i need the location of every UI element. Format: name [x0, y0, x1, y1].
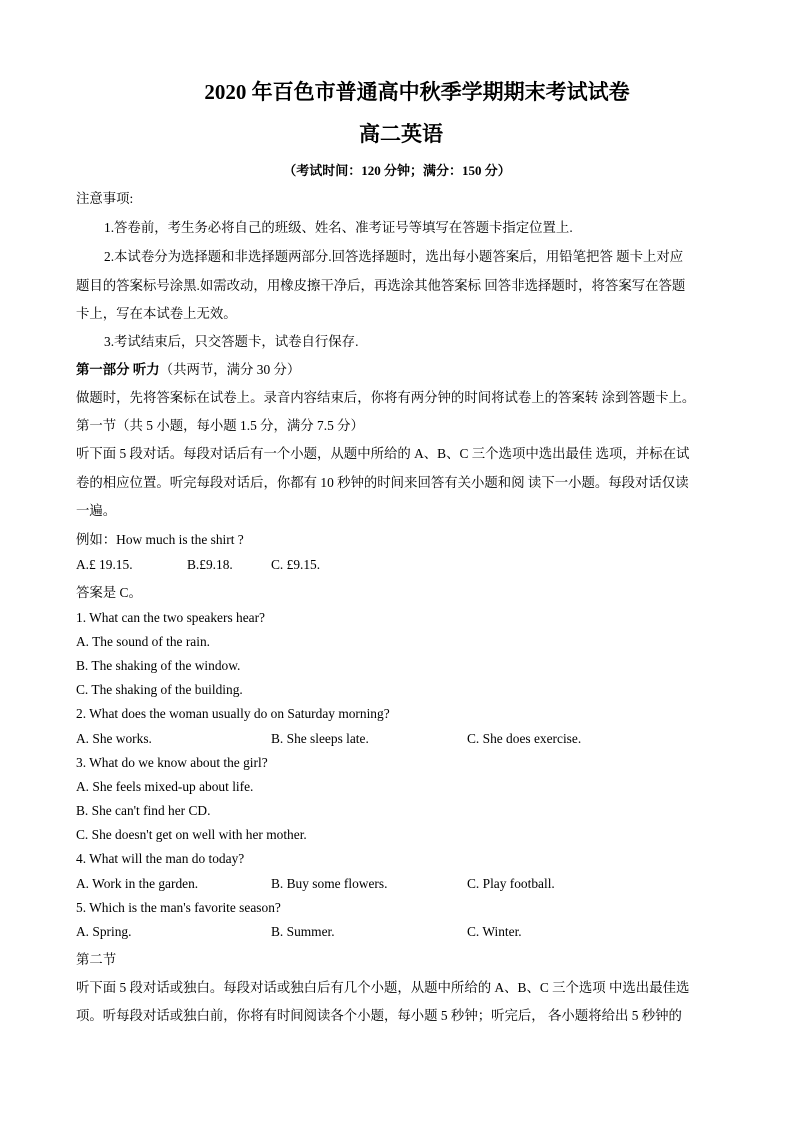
question-3-option-c: C. She doesn't get on well with her mother. — [76, 827, 307, 842]
question-3-stem: 3. What do we know about the girl? — [76, 755, 268, 770]
exam-info: （考试时间：120 分钟；满分：150 分） — [283, 163, 511, 178]
question-2-option-a: A. She works. — [76, 731, 152, 746]
notice-item-1: 1.答卷前，考生务必将自己的班级、姓名、准考证号等填写在答题卡指定位置上. — [104, 220, 573, 235]
section1-line-1: 听下面 5 段对话。每段对话后有一个小题，从题中所给的 A、B、C 三个选项中选出最佳 选项，并标在试 — [76, 446, 690, 461]
section1-line-2: 卷的相应位置。听完每段对话后，你都有 10 秒钟的时间来回答有关小题和阅 读下一小题。每段对话仅读 — [76, 475, 689, 490]
example-question: 例如：How much is the shirt ? — [76, 532, 244, 547]
notice-heading: 注意事项: — [76, 191, 134, 206]
part1-heading-bold: 第一部分 听力 — [76, 362, 160, 377]
part1-heading-rest: （共两节，满分 30 分） — [159, 362, 301, 377]
exam-title: 2020 年百色市普通高中秋季学期期末考试试卷 — [204, 80, 630, 104]
section2-line-1: 听下面 5 段对话或独白。每段对话或独白后有几个小题，从题中所给的 A、B、C 三个选项 中选出最佳选 — [76, 980, 690, 995]
example-option-b: B.£9.18. — [187, 557, 233, 572]
question-5-option-a: A. Spring. — [76, 924, 132, 939]
question-3-option-a: A. She feels mixed-up about life. — [76, 779, 254, 794]
question-2-stem: 2. What does the woman usually do on Saturday morning? — [76, 706, 390, 721]
section2-heading: 第二节 — [76, 952, 117, 967]
section1-line-3: 一遍。 — [76, 503, 117, 518]
section2-line-2: 项。听每段对话或独白前，你将有时间阅读各个小题，每小题 5 秒钟；听完后， 各小题将给出 5 秒钟的 — [76, 1008, 682, 1023]
notice-item-2-line-3: 卡上，写在本试卷上无效。 — [76, 306, 237, 321]
question-2-option-b: B. She sleeps late. — [271, 731, 369, 746]
notice-item-2-line-1: 2.本试卷分为选择题和非选择题两部分.回答选择题时，选出每小题答案后，用铅笔把答 题卡上对应 — [104, 249, 684, 264]
question-3-option-b: B. She can't find her CD. — [76, 803, 211, 818]
question-1-option-c: C. The shaking of the building. — [76, 682, 243, 697]
subject-title: 高二英语 — [359, 122, 443, 146]
notice-item-3: 3.考试结束后，只交答题卡，试卷自行保存. — [104, 334, 359, 349]
section1-heading: 第一节（共 5 小题，每小题 1.5 分，满分 7.5 分） — [76, 418, 364, 433]
part1-heading — [76, 359, 300, 378]
question-1-option-a: A. The sound of the rain. — [76, 634, 211, 649]
example-answer: 答案是 C。 — [76, 585, 142, 600]
question-1-option-b: B. The shaking of the window. — [76, 658, 241, 673]
notice-item-2-line-2: 题目的答案标号涂黑.如需改动，用橡皮擦干净后，再选涂其他答案标 回答非选择题时，将答案写在答题 — [76, 278, 686, 293]
question-1-stem: 1. What can the two speakers hear? — [76, 610, 265, 625]
example-option-a: A.£ 19.15. — [76, 557, 133, 572]
question-5-option-c: C. Winter. — [467, 924, 522, 939]
question-4-option-a: A. Work in the garden. — [76, 876, 199, 891]
example-option-c: C. £9.15. — [271, 557, 321, 572]
part1-instruction: 做题时，先将答案标在试卷上。录音内容结束后，你将有两分钟的时间将试卷上的答案转 涂到答题卡上。 — [76, 390, 696, 405]
question-2-option-c: C. She does exercise. — [467, 731, 582, 746]
question-4-option-b: B. Buy some flowers. — [271, 876, 388, 891]
question-4-stem: 4. What will the man do today? — [76, 851, 245, 866]
question-4-option-c: C. Play football. — [467, 876, 555, 891]
question-5-stem: 5. Which is the man's favorite season? — [76, 900, 281, 915]
question-5-option-b: B. Summer. — [271, 924, 335, 939]
